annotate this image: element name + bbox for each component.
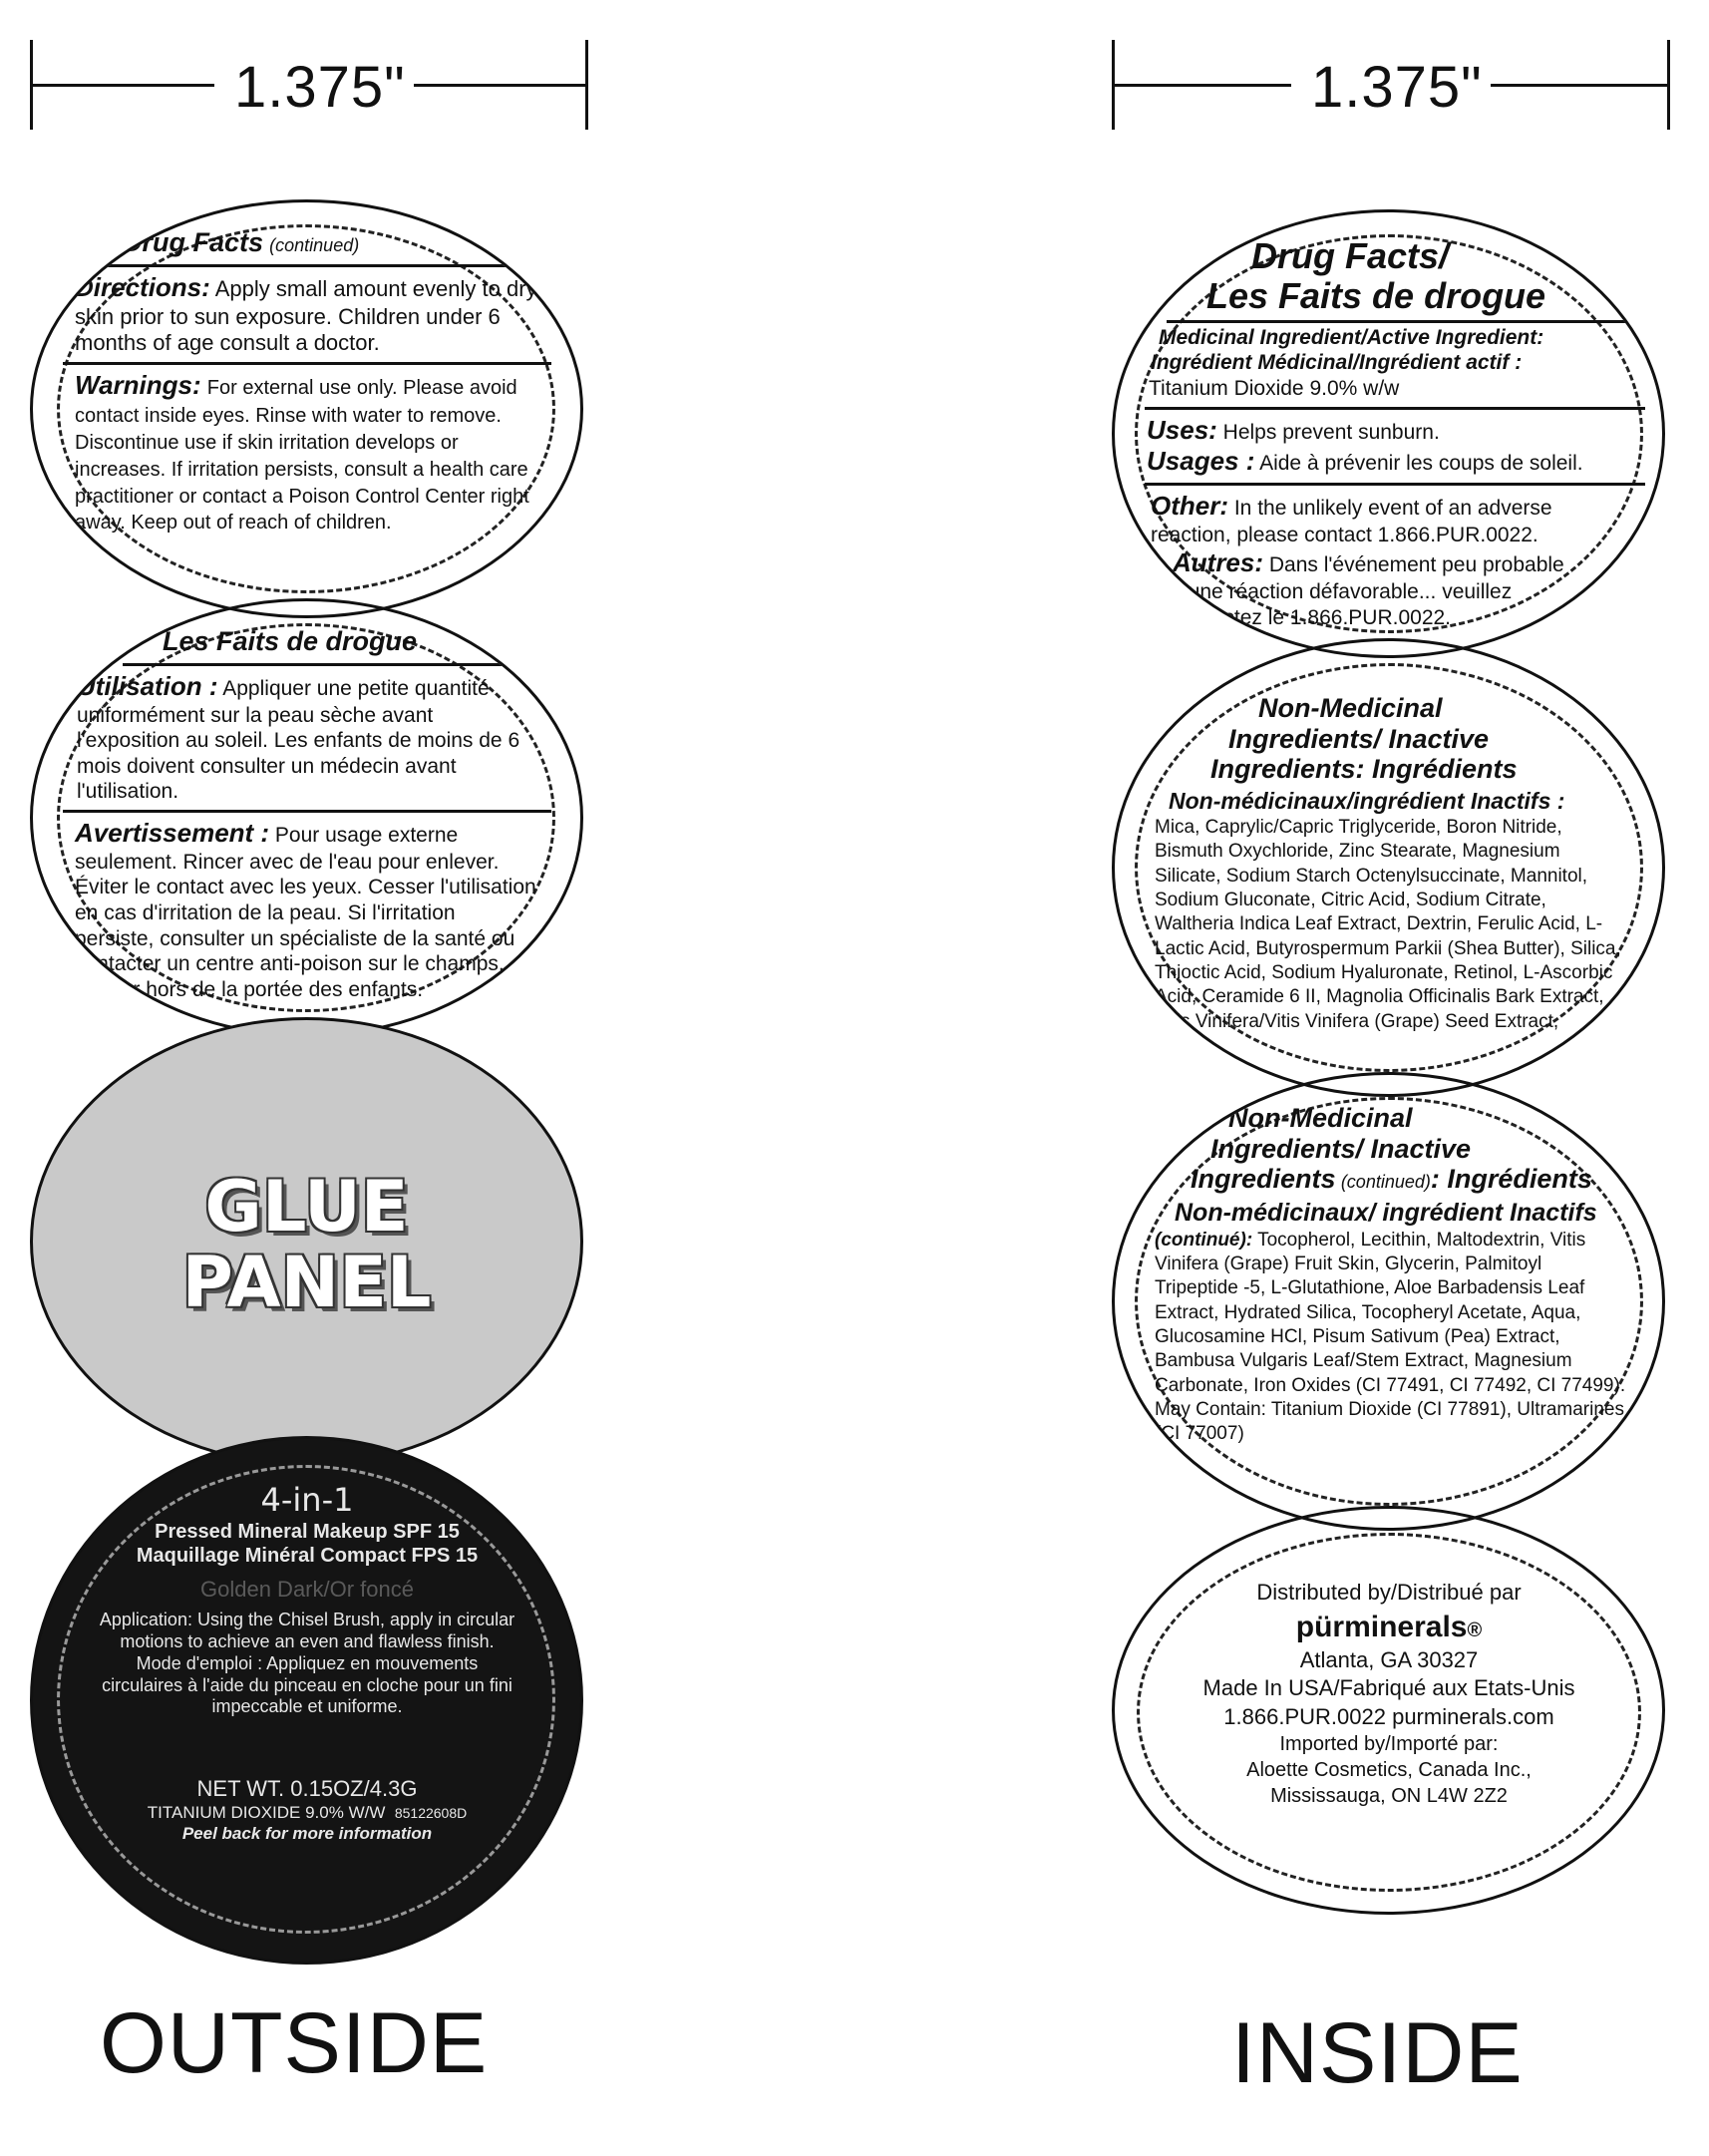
active-ingredient: Titanium Dioxide 9.0% w/w (1149, 377, 1400, 401)
medicinal-heading-en: Medicinal Ingredient/Active Ingredient: (1159, 325, 1544, 349)
continued-heading-2: Ingredients/ Inactive (1210, 1133, 1472, 1164)
brand-name: pürminerals (1295, 1610, 1468, 1643)
imported-by: Imported by/Importé par: (1279, 1733, 1499, 1756)
panel-label: PANEL (181, 1241, 432, 1323)
peel-back-note: Peel back for more information (181, 1823, 433, 1843)
registered-mark: ® (1467, 1618, 1483, 1641)
uses-text: Helps prevent sunburn. (1222, 420, 1440, 444)
continued-note-inside: (continued) (1340, 1172, 1431, 1193)
outside-dimension (30, 40, 588, 130)
inside-dimension (1112, 40, 1670, 130)
utilisation-heading: Utilisation : (77, 670, 218, 701)
drug-facts-heading: Drug Facts (123, 227, 264, 257)
glue-label: GLUE (204, 1166, 409, 1248)
faits-heading: Les Faits de drogue (163, 626, 418, 656)
inside-ingredients-panel (1112, 638, 1665, 1097)
medicinal-heading-fr: Ingrédient Médicinal/Ingrédient actif : (1151, 351, 1523, 375)
titanium-content: TITANIUM DIOXIDE 9.0% W/W (147, 1803, 386, 1823)
utilisation-text: Appliquer une petite quantité uniformément sur la peau sèche avant l'exposition au soleil. Les enfants de moins de 6 mois doivent consulter un médecin avant l'utilisation. (77, 676, 520, 804)
usages-text: Aide à prévenir les coups de soleil. (1259, 452, 1583, 476)
usages-heading: Usages : (1147, 446, 1255, 477)
directions-heading: Directions: (75, 271, 210, 302)
avertissement-heading: Avertissement : (75, 818, 270, 849)
application-text: Application: Using the Chisel Brush, apply in circular motions to achieve an even and flawless finish. (99, 1609, 515, 1651)
inside-dimension-label: 1.375" (1311, 55, 1483, 120)
lot-code: 85122608D (394, 1805, 468, 1822)
autres-text: Dans l'événement peu probable d'une réaction défavorable... veuillez contactez le 1.866.PUR.0022. (1173, 553, 1564, 629)
outside-dimension-label: 1.375" (234, 55, 406, 120)
product-name-fr: Maquillage Minéral Compact FPS 15 (136, 1545, 479, 1568)
other-text: In the unlikely event of an adverse reaction, please contact 1.866.PUR.0022. (1151, 497, 1552, 546)
autres-heading: Autres: (1173, 547, 1264, 578)
directions-text: Apply small amount evenly to dry skin prior to sun exposure. Children under 6 months of age consult a doctor. (75, 275, 537, 356)
importer-city: Mississauga, ON L4W 2Z2 (1270, 1785, 1508, 1808)
distributor-city: Atlanta, GA 30327 (1299, 1646, 1479, 1672)
uses-heading: Uses: (1147, 414, 1217, 445)
warnings-heading: Warnings: (75, 370, 201, 401)
outside-drug-facts-panel (30, 199, 583, 618)
inactive-ingredients-list: Mica, Caprylic/Capric Triglyceride, Boron Nitride, Bismuth Oxychloride, Zinc Stearate, Magnesium Silicate, Sodium Starch Octenylsuccinate, Mannitol, Sodium Gluconate, Citric Acid, Sodium Citrate, Waltheria Indica Leaf Extract, Dextrin, Ferulic Acid, L-Lactic Acid, Butyrospermum Parkii (Shea Butter), Silica, Thioctic Acid, Sodium Hyaluronate, Retinol, L-Ascorbic Acid, Ceramide 6 II, Magnolia Officinalis Bark Extract, Vitis Vinifera/Vitis Vinifera (Grape) Seed Extract, (1155, 817, 1621, 1032)
warnings-text: For external use only. Please avoid contact inside eyes. Rinse with water to remove. Discontinue use if skin irritation develops or increases. If irritation persists, consult a health care practitioner or contact a Poison Control Center right away. Keep out of reach of children. (75, 377, 529, 535)
distributed-by: Distributed by/Distribué par (1256, 1580, 1522, 1605)
product-title: 4-in-1 (260, 1481, 354, 1519)
mode-text: Mode d'emploi : Appliquez en mouvements circulaires à l'aide du pinceau en cloche pour un fini impeccable et uniforme. (102, 1652, 513, 1717)
shade-name: Golden Dark/Or foncé (200, 1576, 414, 1602)
outside-label: OUTSIDE (100, 1995, 489, 2091)
contact-info: 1.866.PUR.0022 purminerals.com (1223, 1703, 1554, 1729)
continued-heading-1: Non-Medicinal (1228, 1103, 1413, 1133)
non-medicinal-heading-1: Non-Medicinal (1258, 693, 1443, 723)
inside-label: INSIDE (1231, 2005, 1524, 2101)
outside-product-panel (30, 1436, 583, 1965)
inside-ingredients-continued-panel (1112, 1072, 1665, 1531)
non-medicinal-heading-4: Non-médicinaux/ingrédient Inactifs : (1169, 787, 1565, 814)
glue-panel (30, 1017, 583, 1466)
inside-drug-facts-panel (1112, 209, 1665, 658)
net-weight: NET WT. 0.15OZ/4.3G (196, 1776, 418, 1802)
faits-title: Les Faits de drogue (1206, 274, 1546, 316)
continued-note: (continued) (269, 235, 360, 255)
inside-distributor-panel (1112, 1506, 1665, 1915)
product-name-en: Pressed Mineral Makeup SPF 15 (155, 1521, 460, 1544)
avertissement-text: Pour usage externe seulement. Rincer avec de l'eau pour enlever. Éviter le contact avec les yeux. Cesser l'utilisation en cas d'irritation de la peau. Si l'irritation persiste, consulter un spécialiste de la santé ou contacter un centre anti-poison sur le champs. Garder hors de la portée des enfants. (75, 824, 536, 1001)
continue-label: (continué): (1155, 1229, 1253, 1251)
drug-facts-title: Drug Facts/ (1251, 235, 1450, 276)
continued-heading-4: Non-médicinaux/ ingrédient Inactifs (1175, 1198, 1597, 1227)
other-heading: Other: (1151, 491, 1228, 522)
inactive-ingredients-continued: Tocopherol, Lecithin, Maltodextrin, Vitis Vinifera (Grape) Fruit Skin, Glycerin, Palmitoyl Tripeptide -5, L-Glutathione, Aloe Barbadensis Leaf Extract, Hydrated Silica, Tocopheryl Acetate, Aqua, Glucosamine HCl, Pisum Sativum (Pea) Extract, Bambusa Vulgaris Leaf/Stem Extract, Magnesium Carbonate, Iron Oxides (CI 77491, CI 77492, CI 77499). May Contain: Titanium Dioxide (CI 77891), Ultramarines (CI 77007) (1155, 1229, 1626, 1445)
importer-name: Aloette Cosmetics, Canada Inc., (1246, 1759, 1532, 1782)
continued-heading-3c: : Ingrédients (1430, 1164, 1592, 1195)
made-in: Made In USA/Fabriqué aux Etats-Unis (1202, 1675, 1575, 1701)
continued-heading-3a: Ingredients (1191, 1164, 1336, 1195)
outside-faits-panel (30, 598, 583, 1037)
non-medicinal-heading-2: Ingredients/ Inactive (1228, 723, 1490, 754)
non-medicinal-heading-3: Ingredients: Ingrédients (1210, 754, 1518, 785)
